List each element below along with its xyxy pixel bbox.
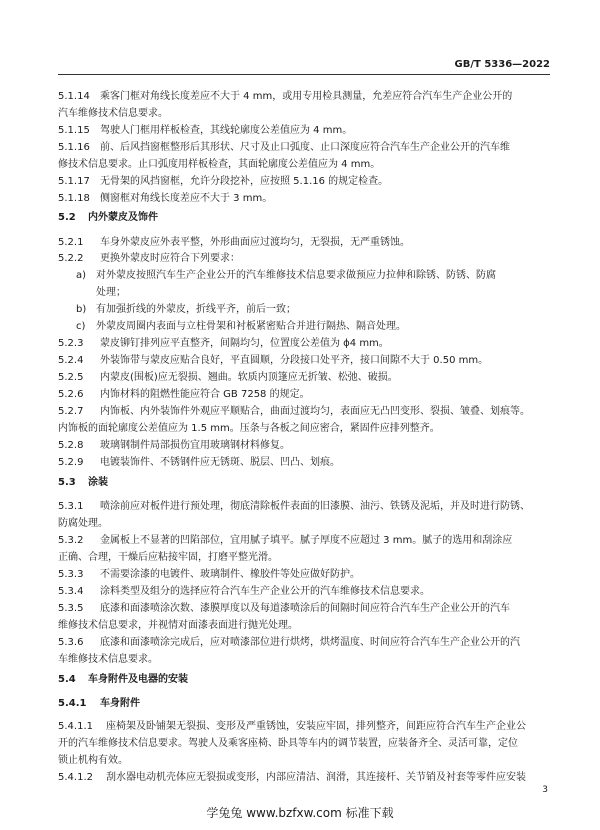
clause-continuation bbox=[58, 754, 550, 768]
header-rule bbox=[58, 74, 550, 75]
clause-continuation bbox=[58, 551, 550, 565]
section-number: 5.2 bbox=[58, 212, 76, 223]
clause-5-3-5 bbox=[58, 602, 550, 616]
clause-text: 更换外蒙皮时应符合下列要求： bbox=[100, 253, 240, 264]
list-item-a bbox=[76, 269, 550, 283]
clause-number: 5.2.8 bbox=[58, 440, 84, 451]
clause-text: 底漆和面漆喷涂完成后，应对喷漆部位进行烘烤，烘烤温度、时间应符合汽车生产企业公开的汽 bbox=[100, 637, 520, 648]
clause-text: 正确、合理，干燥后应粘接牢固，打磨平整光滑。 bbox=[58, 552, 278, 563]
section-number: 5.4.1 bbox=[58, 698, 87, 709]
clause-5-2-5 bbox=[58, 371, 550, 385]
clause-number: 5.3.6 bbox=[58, 637, 84, 648]
clause-text: 开的汽车维修技术信息要求。驾驶人及乘客座椅、卧具等车内的调节装置，应装备齐全、灵活可靠，定位 bbox=[58, 738, 518, 749]
clause-number: 5.2.6 bbox=[58, 389, 84, 400]
clause-number: 5.4.1.1 bbox=[58, 721, 93, 732]
list-item-c bbox=[76, 320, 550, 334]
clause-text: 涂料类型及组分的选择应符合汽车生产企业公开的汽车维修技术信息要求。 bbox=[100, 586, 430, 597]
clause-text: 喷涂前应对板件进行预处理，彻底清除板件表面的旧漆膜、油污、铁锈及泥垢，并及时进行防锈、 bbox=[100, 501, 530, 512]
clause-number: 5.1.15 bbox=[58, 125, 90, 136]
clause-number: 5.3.1 bbox=[58, 501, 84, 512]
clause-number: 5.2.1 bbox=[58, 237, 84, 248]
clause-text: 内饰材料的阻燃性能应符合 GB 7258 的规定。 bbox=[100, 389, 310, 400]
clause-number: 5.1.14 bbox=[58, 91, 90, 102]
clause-5-2-2 bbox=[58, 252, 550, 266]
clause-continuation bbox=[58, 158, 550, 172]
clause-5-1-14 bbox=[58, 90, 550, 104]
clause-number: 5.2.7 bbox=[58, 406, 84, 417]
clause-text: 座椅架及卧铺架无裂损、变形及严重锈蚀，安装应牢固，排列整齐，间距应符合汽车生产企业公 bbox=[106, 721, 526, 732]
standard-number: GB/T 5336—2022 bbox=[454, 59, 550, 70]
clause-5-1-18 bbox=[58, 192, 550, 206]
clause-5-3-4 bbox=[58, 585, 550, 599]
clause-5-2-6 bbox=[58, 388, 550, 402]
clause-text: 不需要涂漆的电镀件、玻璃制件、橡胶件等处应做好防护。 bbox=[100, 569, 360, 580]
clause-text: 金属板上不显著的凹陷部位，宜用腻子填平。腻子厚度不应超过 3 mm。腻子的选用和刮涂应 bbox=[100, 535, 513, 546]
clause-continuation bbox=[58, 422, 550, 436]
clause-5-3-2 bbox=[58, 534, 550, 548]
list-text: 处理； bbox=[96, 287, 126, 298]
clause-text: 防腐处理。 bbox=[58, 518, 108, 529]
clause-5-2-9 bbox=[58, 456, 550, 470]
page-number: 3 bbox=[542, 785, 548, 795]
clause-number: 5.1.18 bbox=[58, 193, 90, 204]
section-title: 涂装 bbox=[88, 477, 108, 488]
clause-number: 5.2.3 bbox=[58, 338, 84, 349]
clause-5-2-8 bbox=[58, 439, 550, 453]
clause-5-1-15 bbox=[58, 124, 550, 138]
clause-text: 内饰板、内外装饰件外观应平顺贴合，曲面过渡均匀，表面应无凸凹变形、裂损、皱叠、划痕等。 bbox=[100, 406, 530, 417]
clause-5-3-3 bbox=[58, 568, 550, 582]
clause-text: 维修技术信息要求，并视情对面漆表面进行抛光处理。 bbox=[58, 620, 298, 631]
subsection-heading-5-4-1 bbox=[58, 697, 550, 711]
list-text: 有加强折线的外蒙皮，折线平齐，前后一致； bbox=[96, 304, 296, 315]
clause-number: 5.1.16 bbox=[58, 142, 90, 153]
list-item-b bbox=[76, 303, 550, 317]
clause-number: 5.3.3 bbox=[58, 569, 84, 580]
clause-text: 乘客门框对角线长度差应不大于 4 mm，或用专用检具测量，允差应符合汽车生产企业公开的 bbox=[100, 91, 513, 102]
clause-number: 5.2.2 bbox=[58, 253, 84, 264]
clause-number: 5.2.4 bbox=[58, 355, 84, 366]
clause-continuation bbox=[58, 107, 550, 121]
clause-continuation bbox=[58, 653, 550, 667]
clause-5-1-16 bbox=[58, 141, 550, 155]
clause-text: 外装饰带与蒙皮应贴合良好，平直圆顺，分段接口处平齐，接口间隙不大于 0.50 mm。 bbox=[100, 355, 489, 366]
list-continuation bbox=[96, 286, 550, 300]
clause-text: 侧窗框对角线长度差应不大于 3 mm。 bbox=[100, 193, 273, 204]
section-number: 5.3 bbox=[58, 477, 76, 488]
clause-continuation bbox=[58, 619, 550, 633]
clause-text: 蒙皮铆钉排列应平直整齐，间隔均匀，位置度公差值为 ϕ4 mm。 bbox=[100, 338, 389, 349]
clause-number: 5.2.5 bbox=[58, 372, 84, 383]
clause-text: 无骨架的风挡窗框，允许分段挖补，应按照 5.1.16 的规定检查。 bbox=[100, 176, 389, 187]
clause-number: 5.2.9 bbox=[58, 457, 84, 468]
clause-text: 汽车维修技术信息要求。 bbox=[58, 108, 168, 119]
clause-text: 锁止机构有效。 bbox=[58, 755, 128, 766]
clause-text: 玻璃钢制件局部损伤宜用玻璃钢材料修复。 bbox=[100, 440, 290, 451]
clause-5-2-3 bbox=[58, 337, 550, 351]
clause-5-3-1 bbox=[58, 500, 550, 514]
clause-number: 5.1.17 bbox=[58, 176, 90, 187]
clause-5-4-1-2 bbox=[58, 771, 550, 785]
clause-5-3-6 bbox=[58, 636, 550, 650]
clause-text: 驾驶人门框用样板检查，其线轮廓度公差值应为 4 mm。 bbox=[100, 125, 353, 136]
clause-text: 车身外蒙皮应外表平整，外形曲面应过渡均匀，无裂损，无严重锈蚀。 bbox=[100, 237, 410, 248]
clause-text: 内饰板的面轮廓度公差值应为 1.5 mm。压条与各板之间应密合，紧固件应排列整齐。 bbox=[58, 423, 440, 434]
clause-number: 5.3.5 bbox=[58, 603, 84, 614]
clause-number: 5.3.2 bbox=[58, 535, 84, 546]
list-marker: c) bbox=[76, 321, 86, 332]
section-title: 内外蒙皮及饰件 bbox=[88, 212, 158, 223]
clause-5-4-1-1 bbox=[58, 720, 550, 734]
clause-text: 电镀装饰件、不锈钢件应无锈斑、脱层、凹凸、划痕。 bbox=[100, 457, 340, 468]
section-heading-5-3 bbox=[58, 476, 550, 490]
clause-continuation bbox=[58, 737, 550, 751]
clause-continuation bbox=[58, 517, 550, 531]
clause-text: 内蒙皮(围板)应无裂损、翘曲。软质内顶篷应无折皱、松弛、破损。 bbox=[100, 372, 398, 383]
clause-text: 车维修技术信息要求。 bbox=[58, 654, 158, 665]
list-text: 外蒙皮周圈内表面与立柱骨架和衬板紧密贴合并进行隔热、隔音处理。 bbox=[96, 321, 406, 332]
clause-text: 刮水器电动机壳体应无裂损或变形，内部应清洁、润滑，其连接杆、关节销及衬套等零件应安装 bbox=[106, 772, 526, 783]
clause-5-1-17 bbox=[58, 175, 550, 189]
list-text: 对外蒙皮按照汽车生产企业公开的汽车维修技术信息要求做预应力拉伸和除锈、防锈、防腐 bbox=[96, 270, 496, 281]
section-heading-5-4 bbox=[58, 673, 550, 687]
clause-text: 底漆和面漆喷涂次数、漆膜厚度以及每道漆喷涂后的间隔时间应符合汽车生产企业公开的汽车 bbox=[100, 603, 510, 614]
list-marker: a) bbox=[76, 270, 87, 281]
section-title: 车身附件 bbox=[100, 698, 140, 709]
clause-number: 5.4.1.2 bbox=[58, 772, 93, 783]
section-number: 5.4 bbox=[58, 674, 76, 685]
clause-text: 修技术信息要求。止口弧度用样板检查，其面轮廓度公差值应为 4 mm。 bbox=[58, 159, 381, 170]
section-title: 车身附件及电器的安装 bbox=[88, 674, 188, 685]
watermark-text: 学兔兔 www.bzfxw.com 标准下载 bbox=[206, 806, 394, 820]
clause-5-2-4 bbox=[58, 354, 550, 368]
clause-text: 前、后风挡窗框整形后其形状、尺寸及止口弧度、止口深度应符合汽车生产企业公开的汽车维 bbox=[100, 142, 510, 153]
clause-5-2-7 bbox=[58, 405, 550, 419]
section-heading-5-2 bbox=[58, 211, 550, 225]
list-marker: b) bbox=[76, 304, 87, 315]
clause-number: 5.3.4 bbox=[58, 586, 84, 597]
clause-5-2-1 bbox=[58, 236, 550, 250]
